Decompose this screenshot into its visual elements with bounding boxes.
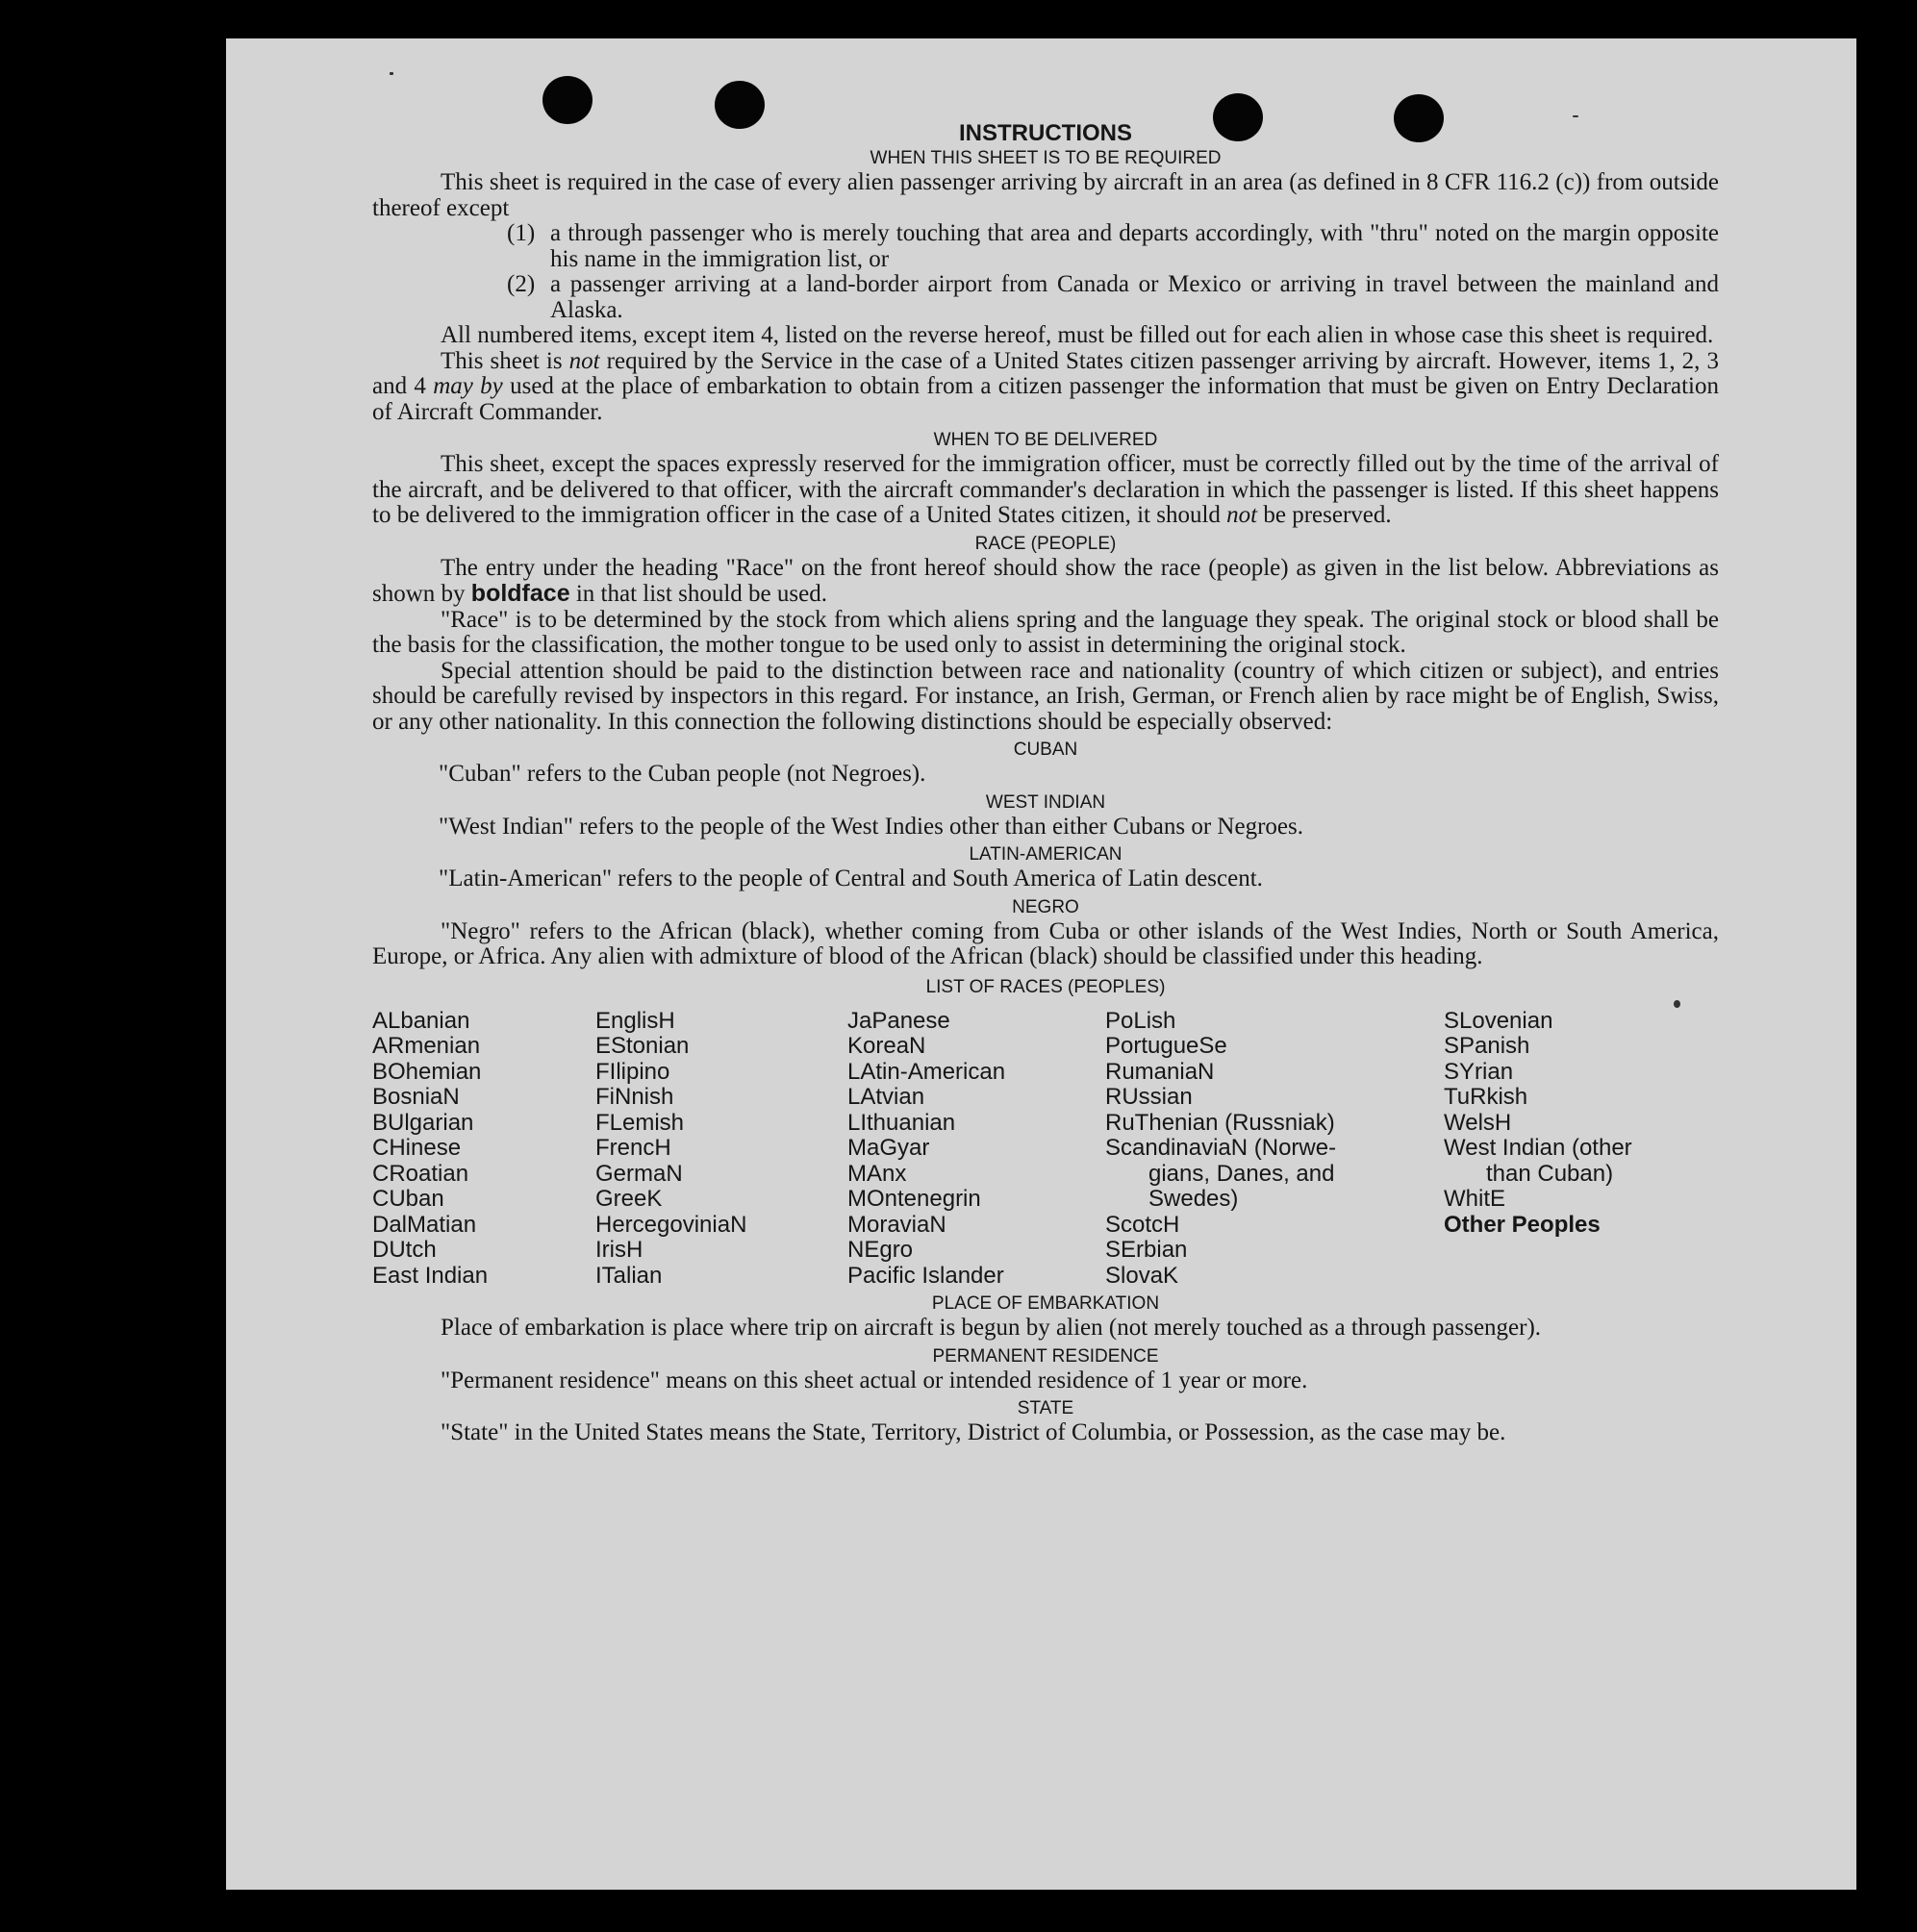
ink-speck [390,72,393,75]
race-item: DUtch [372,1237,437,1263]
heading-latin-american: LATIN-AMERICAN [969,844,1122,865]
race-item: RumaniaN [1105,1058,1215,1085]
race-item: LAtvian [847,1084,925,1110]
race-item: MAnx [847,1160,907,1187]
races-list [372,1009,1719,1290]
heading-when-delivered: WHEN TO BE DELIVERED [933,430,1158,450]
race-item: TuRkish [1444,1084,1528,1110]
race-item: MaGyar [847,1135,930,1161]
paragraph-embarkation: Place of embarkation is place where trip on aircraft is begun by alien (not merely touched as a through passenger). [441,1315,1542,1341]
race-item: CUban [372,1186,444,1212]
paragraph-text: be preserved. [1257,502,1392,528]
races-column-5 [1444,1009,1719,1290]
races-column-1 [372,1009,595,1290]
race-item: ALbanian [372,1007,470,1034]
race-item: GreeK [595,1186,663,1212]
heading-list-of-races: LIST OF RACES (PEOPLES) [925,976,1166,997]
heading-negro: NEGRO [1012,896,1079,917]
paragraph-when-delivered [372,452,1719,529]
paragraph-latin-american: "Latin-American" refers to the people of Central and South America of Latin descent. [439,866,1263,891]
race-item: MoraviaN [847,1211,946,1238]
exception-item-2 [507,272,1719,323]
race-item: SLovenian [1444,1007,1553,1034]
heading-west-indian: WEST INDIAN [985,791,1106,813]
document-sheet [226,38,1856,1890]
heading-race: RACE (PEOPLE) [974,533,1117,554]
paragraph-text: used at the place of embarkation to obtain from a citizen passenger the information that must be given on Entry Declaration of Aircraft Commander. [372,373,1719,425]
paragraph-when-required: This sheet is required in the case of every alien passenger arriving by aircraft in an area (as defined in 8 CFR 116.2 (c)) from outside thereof except [372,169,1719,221]
paragraph-numbered-items: All numbered items, except item 4, listed on the reverse hereof, must be filled out for each alien in whose case this sheet is required. [441,322,1714,348]
race-item: FIlipino [595,1058,670,1085]
race-item: ScandinaviaN (Norwe- [1105,1135,1337,1161]
races-column-3 [847,1009,1105,1290]
race-item: CHinese [372,1135,462,1161]
race-item: WelsH [1444,1109,1512,1136]
race-item: EStonian [595,1033,690,1059]
heading-state: STATE [1017,1398,1074,1418]
races-column-4 [1105,1009,1444,1290]
paragraph-text: The entry under the heading "Race" on the front hereof should show the race (people) as given in the list below. Abbreviations as shown by [372,554,1719,607]
race-item-continuation: gians, Danes, and [1148,1160,1335,1187]
paragraph-text: This sheet, except the spaces expressly reserved for the immigration officer, must be correctly filled out by the time of the arrival of the aircraft, and be delivered to that officer, with the aircraft commander's declaration in which the passenger is listed. If this sheet happens to be delivered to the immigration officer in the case of a United States citizen, it should [372,451,1719,528]
race-item: LAtin-American [847,1058,1006,1085]
paragraph-race-distinction: Special attention should be paid to the distinction between race and nationality (country of which citizen or subject), and entries should be carefully revised by inspectors in this regard. For instance, an Irish, German, or French alien by race might be of English, Swiss, or any other nationality. In this connection the following distinctions should be especially observed: [372,657,1719,735]
ink-speck [1573,115,1578,117]
paragraph-text: required by the Service in the case of a United States citizen passenger arriving by aircraft. However, items 1, 2, 3 and 4 [372,347,1719,399]
paragraph-west-indian: "West Indian" refers to the people of the West Indies other than either Cubans or Negroes. [439,813,1303,840]
race-item: BOhemian [372,1058,482,1085]
paragraph-race-stock: "Race" is to be determined by the stock from which aliens spring and the language they speak. The original stock or blood shall be the basis for the classification, the mother tongue to be used only to assist in determining the original stock. [372,606,1719,658]
instructions-content [372,120,1719,1446]
boldface-text: boldface [470,580,570,607]
race-item: SErbian [1105,1237,1188,1263]
race-item: CRoatian [372,1160,469,1187]
heading-embarkation: PLACE OF EMBARKATION [931,1293,1160,1314]
emphasis-text: may by [433,373,503,399]
paragraph-negro: "Negro" refers to the African (black), whether coming from Cuba or other islands of the West Indies, North or South America, Europe, or Africa. Any alien with admixture of blood of the African (black) should be classified under this heading. [372,917,1719,969]
heading-when-required: WHEN THIS SHEET IS TO BE REQUIRED [870,148,1222,168]
race-item: ScotcH [1105,1211,1180,1238]
paragraph-citizen-passenger [372,349,1719,426]
race-item: GermaN [595,1160,683,1187]
race-item: RuThenian (Russniak) [1105,1109,1335,1136]
race-item: Pacific Islander [847,1262,1004,1289]
race-item: SYrian [1444,1058,1514,1085]
emphasis-text: not [568,347,600,374]
paragraph-text: in that list should be used. [569,581,827,607]
races-column-2 [595,1009,847,1290]
race-item: DalMatian [372,1211,477,1238]
race-item: SlovaK [1105,1262,1179,1289]
race-item: EnglisH [595,1007,675,1034]
emphasis-text: not [1226,502,1258,528]
paragraph-race-entry [372,556,1719,608]
race-item: BUlgarian [372,1109,474,1136]
exception-item-1 [507,221,1719,272]
race-item: FLemish [595,1109,685,1136]
race-item: WhitE [1444,1186,1506,1212]
paragraph-state: "State" in the United States means the State, Territory, District of Columbia, or Possession, as the case may be. [441,1419,1506,1445]
race-item: ARmenian [372,1033,481,1059]
race-item: HercegoviniaN [595,1211,747,1238]
exception-number-2: (2) [507,271,536,297]
exception-number-1: (1) [507,220,536,246]
heading-permanent-residence: PERMANENT RESIDENCE [932,1345,1159,1367]
race-item: SPanish [1444,1033,1530,1059]
race-item: LIthuanian [847,1109,956,1136]
race-item-continuation: Swedes) [1148,1186,1239,1212]
race-item: MOntenegrin [847,1186,981,1212]
race-item: FiNnish [595,1084,674,1110]
paragraph-text: This sheet is [441,347,569,374]
race-item: East Indian [372,1262,489,1289]
race-item-continuation: than Cuban) [1486,1160,1614,1187]
race-item: Other Peoples [1444,1211,1601,1238]
race-item: NEgro [847,1237,914,1263]
race-item: RUssian [1105,1084,1193,1110]
race-item: BosniaN [372,1084,460,1110]
race-item: West Indian (other [1444,1135,1632,1161]
race-item: KoreaN [847,1033,926,1059]
race-item: PortugueSe [1105,1033,1227,1059]
paragraph-permanent-residence: "Permanent residence" means on this sheet actual or intended residence of 1 year or more. [441,1367,1308,1393]
paragraph-cuban: "Cuban" refers to the Cuban people (not Negroes). [439,761,926,787]
race-item: JaPanese [847,1007,950,1034]
exception-text-2: a passenger arriving at a land-border airport from Canada or Mexico or arriving in travel between the mainland and Alaska. [550,271,1719,323]
heading-cuban: CUBAN [1013,740,1078,760]
race-item: ITalian [595,1262,663,1289]
race-item: FrencH [595,1135,671,1161]
exception-text-1: a through passenger who is merely touching that area and departs accordingly, with "thru" noted on the margin opposite his name in the immigration list, or [550,220,1719,272]
page-title: INSTRUCTIONS [959,120,1132,146]
race-item: PoLish [1105,1007,1176,1034]
punch-hole-1 [542,76,593,124]
race-item: IrisH [595,1237,643,1263]
